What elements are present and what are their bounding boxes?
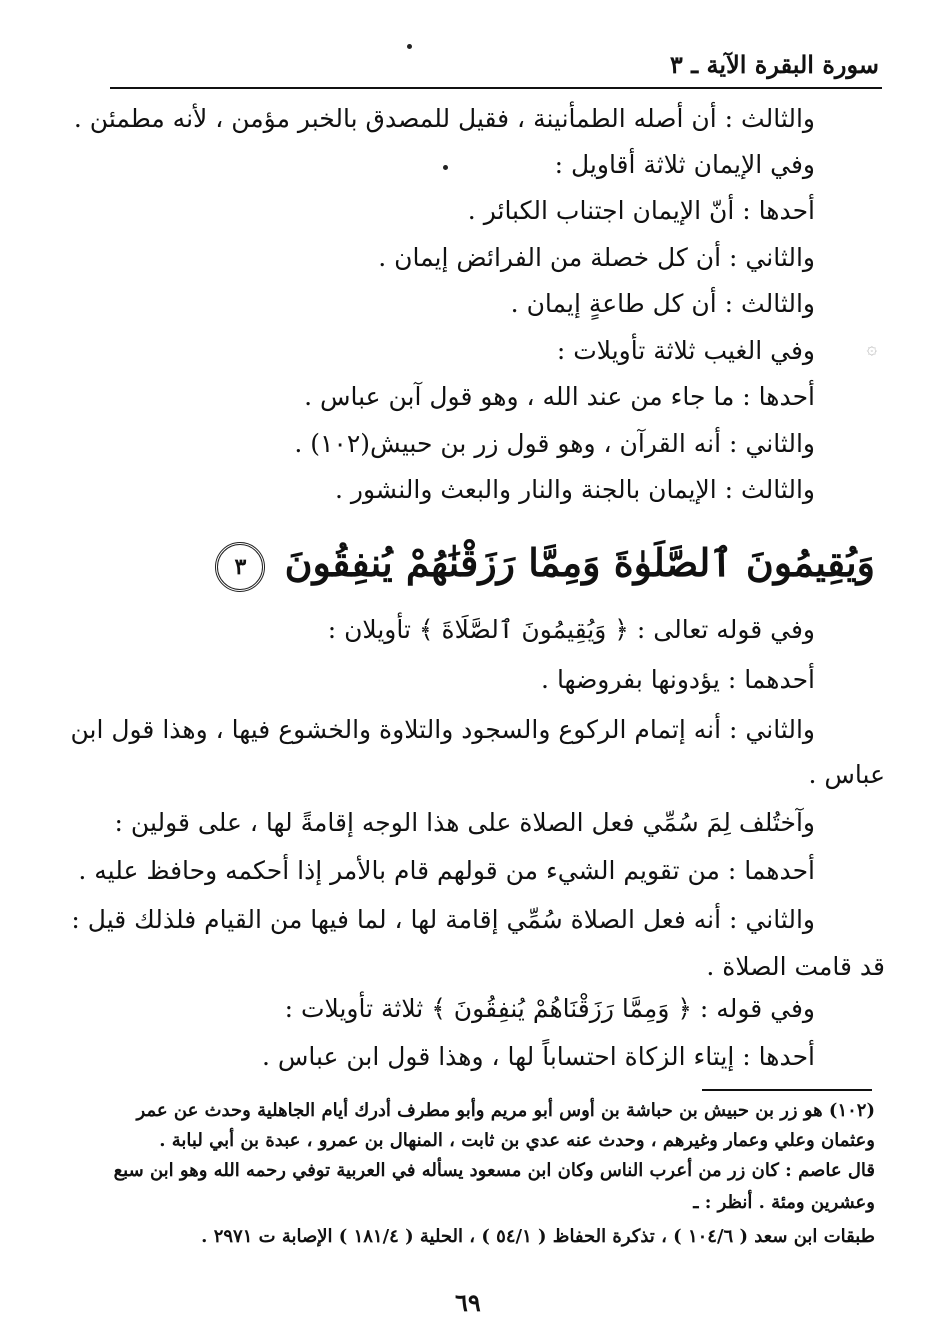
text-line: والثاني : أنه القرآن ، وهو قول زر بن حبيش(١٠٢) . bbox=[294, 429, 815, 458]
footnote-line: طبقات ابن سعد ( ١٠٤/٦ ) ، تذكرة الحفاظ ( ٥٤/١ ) ، الحلية ( ١٨١/٤ ) الإصابة ت ٢٩٧١ . bbox=[201, 1226, 875, 1247]
text-line: والثالث : الإيمان بالجنة والنار والبعث والنشور . bbox=[335, 475, 815, 504]
text-line: أحدهما : يؤدونها بفروضها . bbox=[541, 665, 815, 694]
text-line: أحدها : إيتاء الزكاة احتساباً لها ، وهذا قول ابن عباس . bbox=[261, 1042, 815, 1071]
footnote-line: وعشرين ومئة . أنظر : ـ bbox=[693, 1192, 875, 1213]
running-header: سورة البقرة الآية ـ ٣ bbox=[669, 50, 879, 79]
print-speck bbox=[407, 44, 412, 49]
footnote-rule bbox=[702, 1089, 872, 1091]
text-line: والثالث : أن كل طاعةٍ إيمان . bbox=[510, 289, 815, 318]
footnote-line: وعثمان وعلي وعمار وغيرهم ، وحدث عنه عدي بن ثابت ، المنهال بن عمرو ، عبدة بن أبي لبابة . bbox=[159, 1130, 875, 1151]
print-speck bbox=[443, 165, 448, 170]
text-line: والثاني : أنه إتمام الركوع والسجود والتلاوة والخشوع فيها ، وهذا قول ابن bbox=[70, 715, 815, 744]
page-number: ٦٩ bbox=[455, 1288, 481, 1317]
text-line: وآختُلف لِمَ سُمِّي فعل الصلاة على هذا الوجه إقامةً لها ، على قولين : bbox=[114, 808, 815, 837]
text-line: عباس . bbox=[808, 760, 885, 789]
text-line: والثاني : أن كل خصلة من الفرائض إيمان . bbox=[378, 243, 815, 272]
quran-verse-heading bbox=[215, 540, 875, 592]
text-line: والثاني : أنه فعل الصلاة سُمِّي إقامة لها ، لما فيها من القيام فلذلك قيل : bbox=[71, 905, 815, 934]
footnote-line: (١٠٢) هو زر بن حبيش بن حباشة بن أوس أبو مريم وأبو مطرف أدرك أيام الجاهلية وحدث عن عمر bbox=[136, 1100, 875, 1121]
text-line: وفي الإيمان ثلاثة أقاويل : bbox=[554, 150, 815, 179]
text-line: أحدها : ما جاء من عند الله ، وهو قول آبن عباس . bbox=[304, 382, 815, 411]
margin-ornament-icon: ۞ bbox=[866, 338, 877, 359]
text-line: وفي قوله : ﴿ وَمِمَّا رَزَقْنَاهُمْ يُنفِقُونَ ﴾ ثلاثة تأويلات : bbox=[284, 994, 815, 1023]
footnote-line: قال عاصم : كان زر من أعرب الناس وكان ابن مسعود يسأله في العربية توفي رحمه الله وهو ابن سبع bbox=[113, 1160, 875, 1181]
verse-number-medallion: ٣ bbox=[215, 542, 265, 592]
verse-text: وَيُقِيمُونَ ٱلصَّلَوٰةَ وَمِمَّا رَزَقْنَٰهُمْ يُنفِقُونَ bbox=[284, 540, 875, 585]
text-line: وفي الغيب ثلاثة تأويلات : bbox=[556, 336, 815, 365]
text-line: قد قامت الصلاة . bbox=[706, 952, 885, 981]
text-line: أحدهما : من تقويم الشيء من قولهم قام بالأمر إذا أحكمه وحافظ عليه . bbox=[78, 856, 815, 885]
text-line: أحدها : أنّ الإيمان اجتناب الكبائر . bbox=[467, 196, 815, 225]
header-rule bbox=[110, 87, 882, 89]
text-line: والثالث : أن أصله الطمأنينة ، فقيل للمصدق بالخبر مؤمن ، لأنه مطمئن . bbox=[73, 104, 815, 133]
text-line: وفي قوله تعالى : ﴿ وَيُقِيمُونَ ٱلصَّلَاةَ ﴾ تأويلان : bbox=[327, 615, 815, 644]
